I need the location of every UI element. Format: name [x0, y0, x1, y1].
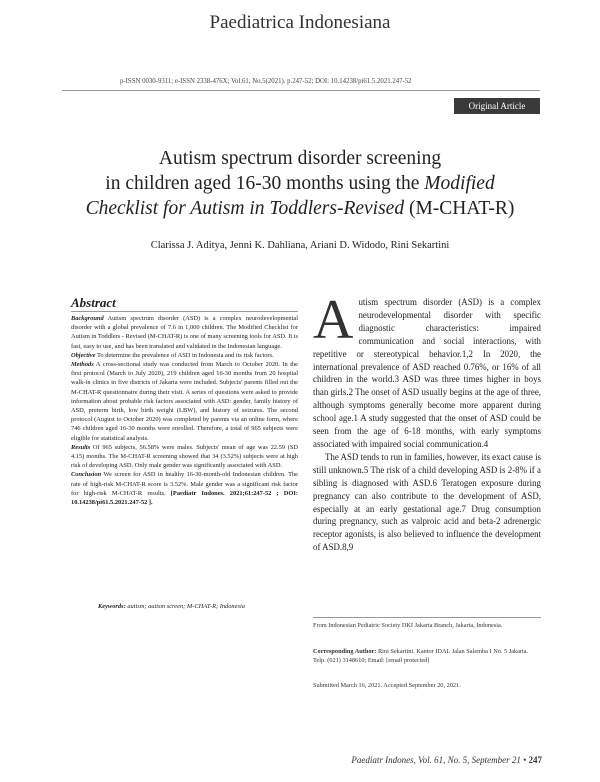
- body-paragraph-1-text: utism spectrum disorder (ASD) is a complex neurodevelopmental disorder with specific diagnostic characteristics: impaired communication and social interactions, with repetitive or stereotypical behavior.1,2 In 2020, the international prevalence of ASD reached 0.76%, or 16% of all children in the world.3 ASD was three times higher in boys than girls.2 The onset of ASD usually begins at the age of three, although symptoms generally become more apparent during school age.1 A study suggested that the onset of ASD could be seen from the age of 6-18 months, with early symptoms associated with impaired social communication.4: [313, 297, 541, 449]
- article-title: [40, 146, 560, 221]
- keywords-label: Keywords:: [98, 603, 126, 610]
- corr-text: Rini Sekartini. Kantor IDAI. Jalan Salemba I No. 5 Jakarta. Telp. (021) 3148610; Email: [email protected]: [313, 648, 529, 664]
- author-list: Clarissa J. Aditya, Jenni K. Dahliana, Ariani D. Widodo, Rini Sekartini: [150, 240, 450, 251]
- title-line-1: Autism spectrum disorder screening: [158, 148, 442, 169]
- journal-name: Paediatrica Indonesiana: [209, 12, 391, 33]
- title-line-3a: Checklist for Autism in Toddlers-Revised: [85, 198, 405, 219]
- methods-text: A cross-sectional study was conducted from March to October 2020. In the first protocol (March to July 2020), 219 children aged 16-30 months from 20 hospital walk-in clinics in five districts of Jakarta were included. Subjects' parents filled out the M-CHAT-R questionnaire during their visit. A series of questions were asked to provide information about probable risk factors associated with ASD: gender, family history of ASD, preterm birth, low birth weight (LBW), and history of seizures. The second protocol (August to October 2020) was completed by parents via an online form, where 746 children aged 16-30 months were enrolled. Therefore, a total of 965 subjects were eligible for statistical analysis.: [71, 361, 298, 442]
- drop-cap: A: [313, 289, 354, 351]
- page-footer: [351, 755, 542, 765]
- abstract-methods: [71, 360, 298, 443]
- methods-label: Methods: [71, 361, 94, 369]
- footer-citation: Paediatr Indones, Vol. 61, No. 5, September 21 •: [351, 755, 527, 765]
- title-line-2: [40, 171, 560, 196]
- header-rule: [62, 90, 540, 91]
- keywords: [98, 602, 298, 611]
- background-text: Autism spectrum disorder (ASD) is a complex neurodevelopmental disorder with a global prevalence of 7.6 in 1,000 children. The Modified Checklist for Autism in Toddlers - Revised (M-CHAT-R) is one of many screening tools for ASD. It is fast, easy to use, and has been translated and validated in the Indonesian language.: [71, 315, 298, 350]
- abstract-heading: Abstract: [71, 295, 116, 310]
- abstract-background: [71, 314, 298, 351]
- results-text: Of 965 subjects, 56.58% were males. Subjects' mean of age was 22.59 (SD 4.15) months. The M-CHAT-R screening showed that 34 (3.52%) subjects were at high risk of developing ASD. Only male gender was significantly associated with ASD.: [71, 443, 298, 470]
- abstract-objective: [71, 351, 298, 360]
- abstract-citation: [Paediatr Indones. 2021;61:247-52 ; DOI: 10.14238/pi61.5.2021.247-52 ].: [71, 489, 298, 507]
- body-paragraph-2: The ASD tends to run in families, however, its exact cause is still unknown.5 The risk of a child developing ASD is 2-8% if a sibling is diagnosed with ASD.6 Teratogen exposure during pregnancy can also contribute to the development of ASD, especially at an early gestational age.7 Drug consumption during pregnancy, such as valproic acid and beta-2 adrenergic receptor agonists, is also believed to influence the development of ASD.8,9: [313, 451, 541, 553]
- results-label: Results: [71, 443, 91, 451]
- abstract-conclusion: [71, 470, 298, 507]
- conclusion-label: Conclusion: [71, 471, 102, 479]
- body-paragraph-1: [313, 289, 541, 451]
- page-number: 247: [528, 755, 542, 765]
- abstract-rule: [71, 311, 298, 312]
- background-label: Background: [71, 315, 104, 322]
- article-type-badge: Original Article: [454, 98, 540, 114]
- keywords-text: autism; autism screen; M-CHAT-R; Indonesia: [127, 603, 245, 610]
- title-line-2b: Modified: [424, 173, 495, 194]
- submission-dates: Submitted March 16, 2021. Accepted September 20, 2021.: [313, 682, 461, 689]
- footnote-rule: [313, 617, 541, 618]
- abstract-column: [71, 296, 298, 507]
- objective-label: Objective: [71, 351, 96, 359]
- title-line-3: [40, 196, 560, 221]
- corr-label: Corresponding Author:: [313, 648, 377, 655]
- objective-text: To determine the prevalence of ASD in Indonesia and its risk factors.: [96, 351, 274, 359]
- corresponding-author-note: [313, 648, 541, 666]
- title-line-2a: in children aged 16-30 months using the: [105, 173, 425, 194]
- abstract-results: [71, 443, 298, 471]
- affiliation-note: From Indonesian Pediatric Society DKI Jakarta Branch, Jakarta, Indonesia.: [313, 622, 503, 629]
- title-line-3b: (M-CHAT-R): [404, 198, 515, 219]
- conclusion-text: We screen for ASD in healthy 16-30-month-old Indonesian children. The rate of high-risk M-CHAT-R score is 3.52%. Male gender was a significant risk factor for high-risk M-CHAT-R results.: [71, 471, 299, 497]
- body-column: [313, 289, 541, 554]
- issn-doi-line: p-ISSN 0030-9311; e-ISSN 2338-476X; Vol.61, No.5(2021). p.247-52; DOI: 10.14238/pi61.5.2021.247-52: [120, 78, 412, 85]
